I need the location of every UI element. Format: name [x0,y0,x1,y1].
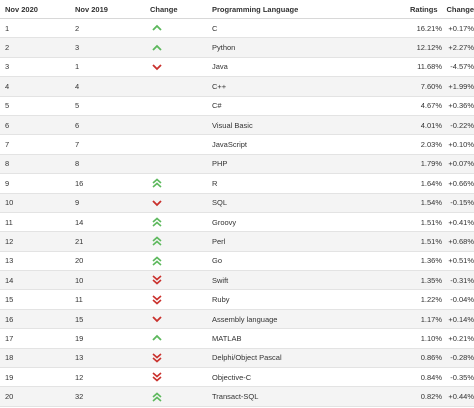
rating-change: +0.51% [448,256,474,266]
double-arrow-up-icon [151,178,163,188]
rank-nov2020: 1 [5,23,10,33]
rating-change: +0.07% [448,159,474,169]
table-body [0,19,474,407]
rank-nov2020: 4 [5,81,10,91]
rating-value: 1.51% [420,236,442,246]
rating-value: 1.79% [420,159,442,169]
rating-change: +2.27% [448,43,474,53]
table-row [0,329,474,348]
rating-change: +0.68% [448,236,474,246]
language-name: JavaScript [212,140,248,150]
table-row [0,368,474,387]
language-name: Go [212,256,223,266]
rating-change: +1.99% [448,81,474,91]
table-row [0,290,474,309]
header-nov2019[interactable]: Nov 2019 [75,4,108,14]
arrow-down-icon [151,62,163,72]
rating-value: 1.35% [420,275,442,285]
rating-change: +0.66% [448,178,474,188]
language-name: MATLAB [212,333,242,343]
rating-change: -4.57% [450,62,474,72]
change-trend [150,23,212,33]
language-name: Swift [212,275,229,285]
rating-value: 1.10% [420,333,442,343]
rank-nov2019: 21 [75,236,84,246]
rating-change: -0.31% [450,275,474,285]
language-name: Transact-SQL [212,392,259,402]
rank-nov2019: 2 [75,23,80,33]
rank-nov2020: 10 [5,198,14,208]
rank-nov2020: 9 [5,178,10,188]
double-arrow-down-icon [151,295,163,305]
header-nov2020[interactable]: Nov 2020 [5,4,38,14]
rank-nov2019: 13 [75,353,84,363]
change-trend [150,333,212,343]
rank-nov2019: 32 [75,392,84,402]
rating-change: -0.22% [450,120,474,130]
rating-change: +0.44% [448,392,474,402]
rating-value: 7.60% [420,81,442,91]
rating-change: +0.21% [448,333,474,343]
language-name: C# [212,101,222,111]
double-arrow-down-icon [151,372,163,382]
language-name: Objective-C [212,372,252,382]
rank-nov2019: 5 [75,101,80,111]
table-row [0,310,474,329]
change-trend [150,372,212,382]
arrow-up-icon [151,43,163,53]
rank-nov2019: 11 [75,295,83,305]
rank-nov2020: 8 [5,159,10,169]
rating-value: 12.12% [416,43,442,53]
change-trend [150,392,212,402]
double-arrow-up-icon [151,392,163,402]
rating-value: 4.67% [420,101,442,111]
rank-nov2020: 17 [5,333,14,343]
rank-nov2019: 9 [75,198,80,208]
change-trend [150,178,212,188]
rating-value: 1.17% [420,314,442,324]
arrow-up-icon [151,333,163,343]
double-arrow-down-icon [151,275,163,285]
table-row [0,387,474,406]
rank-nov2019: 8 [75,159,80,169]
table-row [0,271,474,290]
language-name: Ruby [212,295,230,305]
rating-value: 0.82% [420,392,442,402]
change-trend [150,198,212,208]
rating-change: -0.15% [450,198,474,208]
change-trend [150,236,212,246]
change-trend [150,62,212,72]
rank-nov2020: 16 [5,314,14,324]
double-arrow-up-icon [151,256,163,266]
rating-value: 16.21% [416,23,442,33]
table-row [0,38,474,57]
header-ratings[interactable]: Ratings [410,4,438,14]
change-trend [150,43,212,53]
language-name: Python [212,43,236,53]
change-trend [150,353,212,363]
rating-change: +0.36% [448,101,474,111]
rating-change: +0.14% [448,314,474,324]
language-name: PHP [212,159,228,169]
rating-value: 2.03% [420,140,442,150]
rank-nov2020: 18 [5,353,14,363]
rank-nov2020: 13 [5,256,14,266]
table-row [0,58,474,77]
rank-nov2020: 14 [5,275,14,285]
table-row [0,135,474,154]
rank-nov2020: 3 [5,62,10,72]
change-trend [150,314,212,324]
rating-change: -0.04% [450,295,474,305]
rank-nov2019: 14 [75,217,84,227]
table-row [0,77,474,96]
rating-value: 1.54% [420,198,442,208]
language-name: Perl [212,236,226,246]
rank-nov2020: 11 [5,217,13,227]
table-row [0,19,474,38]
table-row [0,232,474,251]
language-name: Groovy [212,217,237,227]
double-arrow-up-icon [151,217,163,227]
language-name: Assembly language [212,314,278,324]
rating-value: 1.22% [420,295,442,305]
language-name: R [212,178,218,188]
header-change[interactable]: Change [150,4,178,14]
rank-nov2019: 3 [75,43,80,53]
arrow-up-icon [151,23,163,33]
language-name: C++ [212,81,227,91]
rank-nov2019: 4 [75,81,80,91]
rank-nov2019: 12 [75,372,84,382]
rank-nov2019: 15 [75,314,84,324]
rank-nov2020: 20 [5,392,14,402]
rating-value: 4.01% [420,120,442,130]
change-trend [150,256,212,266]
rank-nov2019: 7 [75,140,80,150]
table-row [0,213,474,232]
header-change-percent[interactable]: Change [446,4,474,14]
rating-value: 1.36% [420,256,442,266]
table-row [0,349,474,368]
table-row [0,155,474,174]
rank-nov2020: 7 [5,140,10,150]
rank-nov2020: 6 [5,120,10,130]
language-name: C [212,23,218,33]
table-row [0,174,474,193]
rating-value: 0.86% [420,353,442,363]
rank-nov2020: 5 [5,101,10,111]
rating-value: 1.64% [420,178,442,188]
double-arrow-down-icon [151,353,163,363]
table-row [0,116,474,135]
language-name: Java [212,62,228,72]
rank-nov2020: 15 [5,295,14,305]
double-arrow-up-icon [151,236,163,246]
rank-nov2019: 16 [75,178,84,188]
rating-change: +0.17% [448,23,474,33]
rank-nov2020: 19 [5,372,14,382]
rank-nov2020: 12 [5,236,14,246]
rank-nov2019: 6 [75,120,80,130]
arrow-down-icon [151,198,163,208]
rating-change: +0.41% [448,217,474,227]
arrow-down-icon [151,314,163,324]
table-row [0,97,474,116]
language-name: Visual Basic [212,120,253,130]
rating-change: -0.28% [450,353,474,363]
rank-nov2019: 19 [75,333,84,343]
change-trend [150,217,212,227]
rating-change: -0.35% [450,372,474,382]
table-header [0,0,474,19]
rating-value: 1.51% [420,217,442,227]
rating-change: +0.10% [448,140,474,150]
rank-nov2019: 1 [75,62,80,72]
change-trend [150,295,212,305]
rating-value: 0.84% [420,372,442,382]
rank-nov2019: 10 [75,275,84,285]
table-row [0,252,474,271]
rank-nov2019: 20 [75,256,84,266]
header-language[interactable]: Programming Language [212,4,299,14]
rating-value: 11.68% [417,62,442,72]
language-name: SQL [212,198,228,208]
language-name: Delphi/Object Pascal [212,353,282,363]
change-trend [150,275,212,285]
rank-nov2020: 2 [5,43,10,53]
table-row [0,194,474,213]
